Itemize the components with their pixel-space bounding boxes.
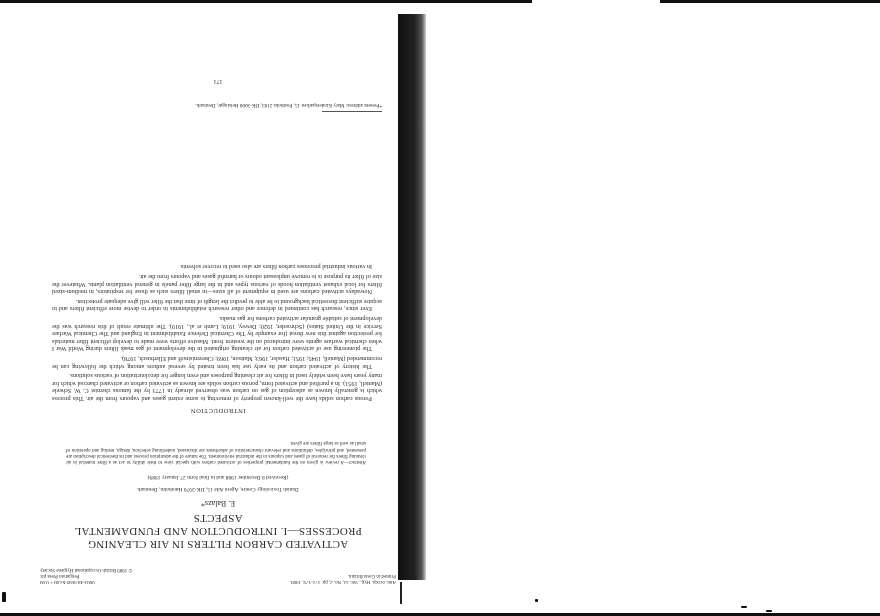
paragraph: Porous carbon solids have the well-known property of removing to some extent gases and vapours from the air. This process which is generally known as adsorption of gas on carbon was observed already in 1773 by the famous chemist C. W. Scheele (Mantell, 1951). In a purified and activated form, porous carbon solids are known as activated carbon or activated charcoal which for many years have been widely used in filters for air cleaning purposes and even longer for decolourization of various solutions. xyxy=(52,372,382,402)
scanned-page-upside-down xyxy=(40,64,396,584)
author-name: E. Balazs* xyxy=(200,499,236,508)
scan-speck xyxy=(535,599,538,602)
paragraph: The pioneering use of activated carbon for air cleaning originated in the development of gas mask filters during World War I when chemical warfare agents were introduced on the western front. Massive efforts were made to develop efficient filter materials for protection against this new threat (for example by The Chemical Defence Establishment in England and The Chemical Warfare Service in the United States) (Schroeder, 1920; Dewey, 1919; Lamb et al., 1919). The ultimate result of this research was the development of suitable granular activated carbons for gas masks. xyxy=(52,315,382,353)
received-dates: (Received 8 December 1988 and in final form 27 January 1989) xyxy=(147,474,289,480)
abstract: Abstract—A review is given on the fundamental properties of activated carbon with special view to their ability to act as a filter material in air cleaning filters for removal of gases and vapours in the industrial environment. The nature of the adsorption process and its theoretical description are presented, and principles, definitions and relevant characteristics of adsorbents are discussed, underlining selection, design, testing and operation of small as well as large filters are given. xyxy=(66,440,366,464)
journal-citation: Ann. occup. Hyg., Vol. 33, No. 2, pp. 171-179, 1989. Printed in Great Britain. xyxy=(289,573,396,584)
spine-tail-mark xyxy=(400,582,402,604)
body-text xyxy=(52,261,382,402)
scan-top-border-right xyxy=(660,0,880,3)
paragraph: Nowadays activated carbons are used in equipment of all sizes—in small filters such as those for respirators, in medium-sized filters for local exhaust ventilation hoods of various types and in the large filter panels in general ventilation plants. Whatever the size of filter its purpose is to remove unpleasant odours or harmful gases and vapours from the air. xyxy=(52,273,382,296)
author-affiliation: Danish Toxicology Centre, Agern Allé 15, DK-2970 Hørsholm, Denmark xyxy=(137,486,299,492)
paper-title: ACTIVATED CARBON FILTERS IN AIR CLEANING PROCESSES—I. INTRODUCTION AND FUNDAMENTAL ASPECTS xyxy=(74,512,362,550)
scan-speck xyxy=(2,592,6,602)
footnote: *Present address: Mary Kindersparken 15, Postboks 2183, DK-3000 Helsingør, Denmark. xyxy=(195,102,382,108)
scan-top-border-left xyxy=(0,0,532,3)
copyright-notice: 0003-4878/89 $3.00 + 0.00 Pergamon Press plc © 1989 British Occupational Hygiene Society xyxy=(40,567,133,584)
book-spine-shadow xyxy=(398,14,426,580)
scan-speck xyxy=(741,606,747,608)
paragraph: In various industrial processes carbon filters are also used to recover solvents xyxy=(180,263,372,271)
paragraph: Ever since, research has continued in defence and other research establishments in order to devise more efficient filters and to acquire sufficient theoretical background to be able to predict the length of time that the filter will give adequate protection. xyxy=(52,297,382,313)
section-heading: INTRODUCTION xyxy=(190,407,246,414)
scan-speck xyxy=(766,610,772,612)
paragraph: The history of activated carbon and its early use has been treated by several authors among which the following can be recommended (Mantell, 1945; 1951; Hassler, 1963; Mattson, 1969; Cheremisinoff and Ellerbusch, 1978). xyxy=(52,355,382,370)
footnote-rule xyxy=(322,111,382,112)
page-number: 171 xyxy=(213,78,223,84)
